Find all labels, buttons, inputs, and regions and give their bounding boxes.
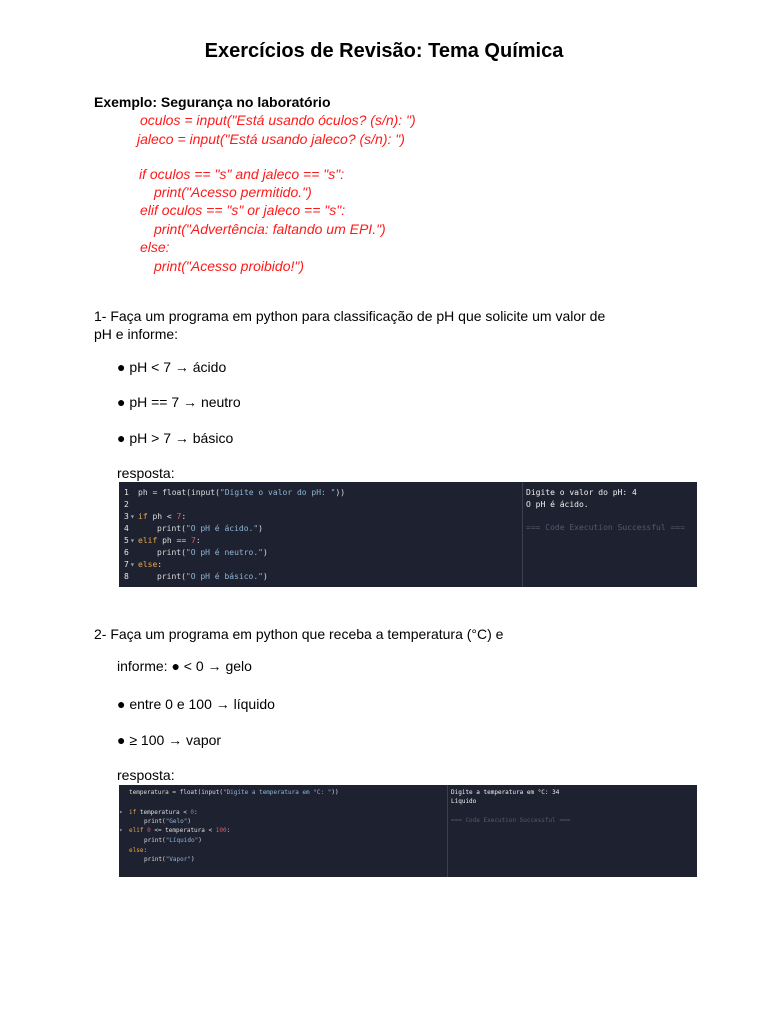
question-2-prompt: 2- Faça um programa em python que receba a temperatura (°C) e <box>94 626 504 642</box>
line-number: 8 <box>124 572 129 581</box>
code-line-4: print("Gelo") <box>144 818 191 825</box>
code-line-4: print("O pH é ácido.") <box>157 524 263 533</box>
code-line-7: else: <box>138 560 163 569</box>
example-heading: Exemplo: Segurança no laboratório <box>94 94 331 110</box>
console-output-line: O pH é ácido. <box>526 500 589 509</box>
question-2-bullet: ● ≥ 100 → vapor <box>117 732 222 748</box>
example-code-line: if oculos == "s" and jaleco == "s": <box>139 166 345 182</box>
code-line-3: if ph < 7: <box>138 512 187 521</box>
execution-status: === Code Execution Successful === <box>451 817 571 824</box>
question-2-answer-label: resposta: <box>117 767 175 783</box>
line-number: 5 <box>124 536 129 545</box>
console-output-line: Digite a temperatura em °C: 34 <box>451 789 560 796</box>
line-number: 3 <box>124 512 129 521</box>
line-number: 7 <box>124 560 129 569</box>
question-1-bullet: ● pH > 7 → básico <box>117 430 234 446</box>
question-2-bullet: ● entre 0 e 100 → líquido <box>117 696 275 712</box>
example-code-line: print("Acesso permitido.") <box>154 184 312 200</box>
example-code-line: oculos = input("Está usando óculos? (s/n): ") <box>140 112 416 128</box>
code-line-5: elif 0 <= temperatura < 100: <box>129 827 231 834</box>
fold-marker[interactable]: ▾ <box>130 536 135 545</box>
fold-marker[interactable]: ▾ <box>130 560 135 569</box>
code-line-7: else: <box>129 847 148 854</box>
question-1-bullet: ● pH < 7 → ácido <box>117 359 227 375</box>
example-code-line: jaleco = input("Está usando jaleco? (s/n): ") <box>137 131 405 147</box>
code-line-6: print("Líquido") <box>144 837 202 844</box>
code-line-8: print("Vapor") <box>144 856 195 863</box>
line-number: 4 <box>124 524 129 533</box>
panel-divider <box>447 785 448 877</box>
example-code-line: else: <box>140 239 170 255</box>
code-line-8: print("O pH é básico.") <box>157 572 268 581</box>
question-1-prompt: pH e informe: <box>94 326 179 342</box>
fold-marker[interactable]: ▾ <box>119 809 123 816</box>
panel-divider <box>522 482 523 587</box>
console-output-line: Digite o valor do pH: 4 <box>526 488 637 497</box>
code-line-3: if temperatura < 0: <box>129 809 198 816</box>
fold-marker[interactable]: ▾ <box>119 827 123 834</box>
example-code-line: print("Acesso proibido!") <box>154 258 305 274</box>
example-code-line: elif oculos == "s" or jaleco == "s": <box>140 202 346 218</box>
question-1-bullet: ● pH == 7 → neutro <box>117 394 241 410</box>
code-line-6: print("O pH é neutro.") <box>157 548 268 557</box>
code-screenshot-ph <box>119 482 697 587</box>
page-title: Exercícios de Revisão: Tema Química <box>204 40 564 62</box>
console-output-line: Líquido <box>451 798 477 805</box>
line-number: 6 <box>124 548 129 557</box>
line-number: 1 <box>124 488 129 497</box>
line-number: 2 <box>124 500 129 509</box>
question-2-bullet: informe: ● < 0 → gelo <box>117 658 252 674</box>
example-code-line: print("Advertência: faltando um EPI.") <box>154 221 386 237</box>
execution-status: === Code Execution Successful === <box>526 523 685 532</box>
question-1-answer-label: resposta: <box>117 465 175 481</box>
code-screenshot-temperature <box>119 785 697 877</box>
fold-marker[interactable]: ▾ <box>130 512 135 521</box>
code-line-5: elif ph == 7: <box>138 536 201 545</box>
code-line-1: temperatura = float(input("Digite a temperatura em °C: ")) <box>129 789 339 796</box>
code-line-1: ph = float(input("Digite o valor do pH: ")) <box>138 488 346 497</box>
question-1-prompt: 1- Faça um programa em python para classificação de pH que solicite um valor de <box>94 308 606 324</box>
